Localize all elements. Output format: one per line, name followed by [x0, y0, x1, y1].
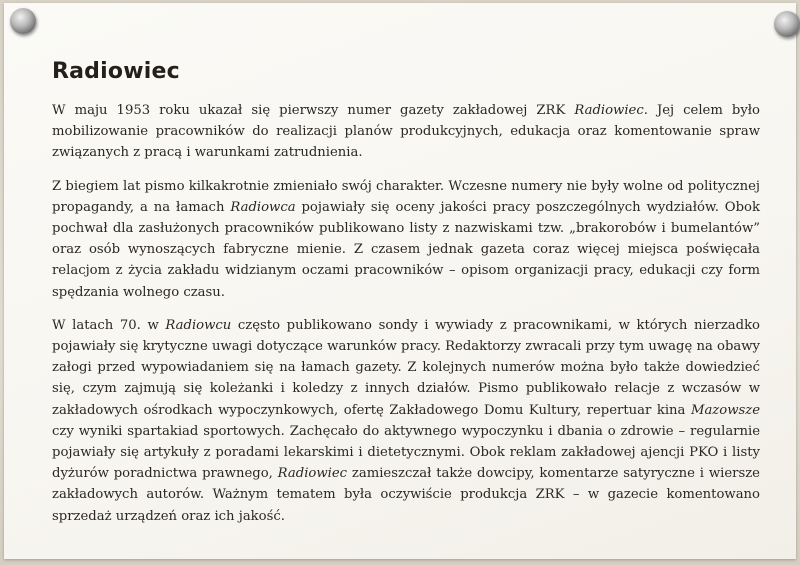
- pushpin-icon: [774, 11, 800, 37]
- paragraph-3: [52, 315, 760, 527]
- text-run: czy wyniki spartakiad sportowych. Zachęcało do aktywnego wypoczynku i dbania o zdrowie – regularnie pojawiały się artykuły z poradami lekarskimi i dietetycznymi. Obok reklam zakładowej ajencji PKO i listy dyżurów poradnictwa prawnego,: [52, 423, 760, 482]
- text-run: często publikowano sondy i wywiady z pracownikami, w których nierzadko pojawiały się krytyczne uwagi dotyczące warunków pracy. Redaktorzy zwracali przy tym uwagę na obawy załogi przed wypowiadaniem się na łamach gazety. Z kolejnych numerów można było także dowiedzieć się, czym zajmują się koleżanki i koledzy z innych działów. Pismo publikowało relacje z wczasów w zakładowych ośrodkach wypoczynkowych, ofertę Zakładowego Domu Kultury, repertuar kina: [52, 317, 760, 418]
- paper-sheet: [4, 3, 796, 559]
- page-title: Radiowiec: [52, 59, 180, 84]
- text-run: W latach 70. w: [52, 317, 166, 333]
- text-run: Z biegiem lat pismo kilkakrotnie zmieniało swój charakter. Wczesne numery nie były wolne od politycznej propagandy, a na łamach: [52, 178, 760, 215]
- text-run: W maju 1953 roku ukazał się pierwszy numer gazety zakładowej ZRK: [52, 103, 575, 118]
- pushpin-icon: [10, 8, 36, 34]
- text-run: pojawiały się oceny jakości pracy poszczególnych wydziałów. Obok pochwał dla zasłużonych pracowników publikowano listy z nazwiskami tzw. „brakorobów i bumelantów” oraz osób wynoszących fabryczne mienie. Z czasem jednak gazeta coraz więcej miejsca poświęcała relacjom z życia zakładu widzianym oczami pracowników – opisom organizacji pracy, edukacji czy form spędzania wolnego czasu.: [52, 199, 760, 300]
- text-run: . Jej celem było mobilizowanie pracowników do realizacji planów produkcyjnych, edukacja oraz komentowanie spraw związanych z pracą i warunkami zatrudnienia.: [52, 103, 760, 161]
- italic-title: Radiowcu: [165, 317, 232, 333]
- italic-title: Radiowiec: [277, 466, 348, 482]
- italic-title: Mazowsze: [690, 402, 760, 418]
- text-run: zamieszczał także dowcipy, komentarze satyryczne i wiersze zakładowych autorów. Ważnym tematem była oczywiście produkcja ZRK – w gazecie komentowano sprzedaż urządzeń oraz ich jakość.: [52, 466, 760, 524]
- italic-title: Radiowiec: [574, 103, 644, 118]
- italic-title: Radiowca: [230, 199, 296, 215]
- paragraph-1: [52, 100, 760, 164]
- document-body: [52, 59, 760, 539]
- paragraph-2: [52, 176, 760, 303]
